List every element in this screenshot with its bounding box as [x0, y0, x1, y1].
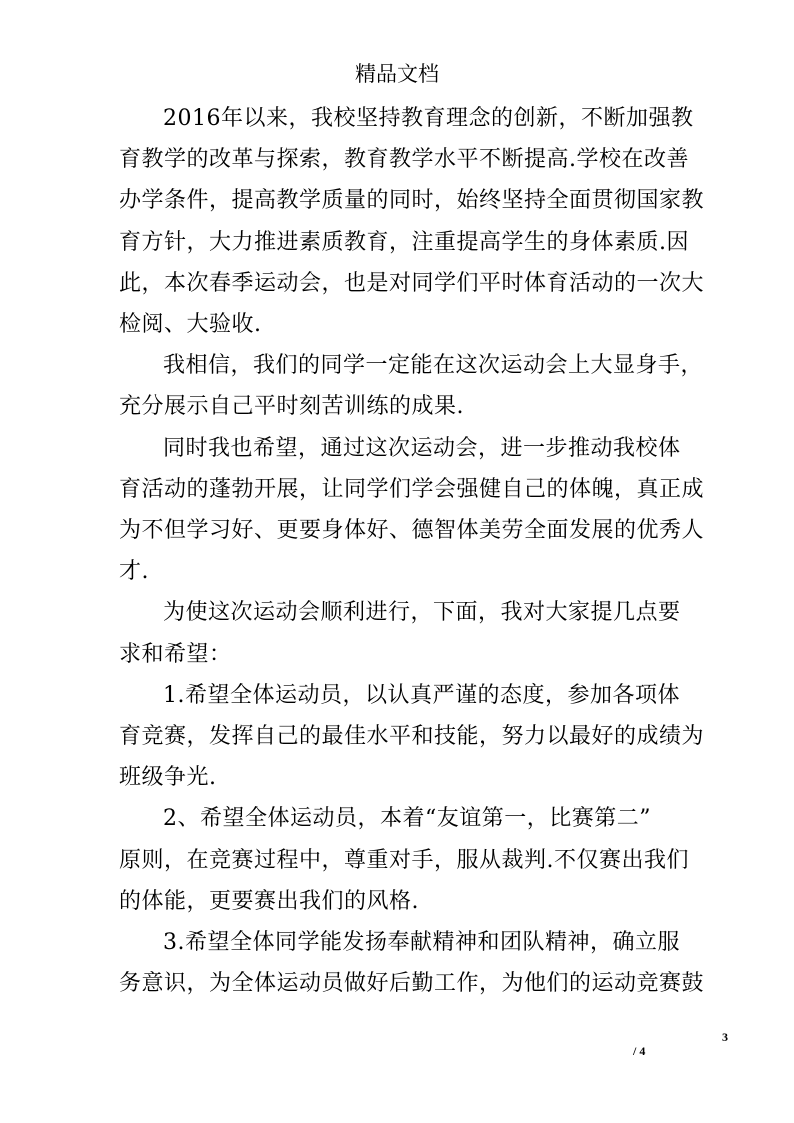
document-body [119, 98, 705, 1004]
text-line: 育教学的改革与探索，教育教学水平不断提高.学校在改善 [119, 147, 689, 173]
page-number: 3 [722, 1030, 728, 1044]
text-line: 2、希望全体运动员，本着“友谊第一，比赛第二” [163, 806, 651, 832]
paragraph-item-1 [119, 675, 705, 799]
document-header-title: 精品文档 [355, 62, 439, 86]
text-line: 2016年以来，我校坚持教育理念的创新，不断加强教 [163, 106, 694, 131]
page-total: / 4 [633, 1044, 646, 1058]
text-line: 育竞赛，发挥自己的最佳水平和技能，努力以最好的成绩为 [119, 724, 705, 750]
paragraph-hope [119, 428, 705, 593]
text-line: 育方针，大力推进素质教育，注重提高学生的身体素质.因 [119, 229, 689, 255]
text-line: 同时我也希望，通过这次运动会，进一步推动我校体 [163, 435, 681, 461]
paragraph-intro [119, 98, 705, 345]
paragraph-requirements-intro [119, 592, 679, 674]
text-line: 1.希望全体运动员，以认真严谨的态度，参加各项体 [163, 682, 680, 708]
paragraph-belief [119, 345, 704, 427]
text-line: 我相信，我们的同学一定能在这次运动会上大显身手， [163, 353, 704, 379]
text-line: 务意识，为全体运动员做好后勤工作，为他们的运动竞赛鼓 [119, 971, 705, 997]
text-line: 育活动的蓬勃开展，让同学们学会强健自己的体魄，真正成 [119, 476, 705, 502]
text-line: 才. [119, 559, 149, 585]
paragraph-item-3 [119, 922, 705, 1004]
text-line: 为不但学习好、更要身体好、德智体美劳全面发展的优秀人 [119, 518, 705, 544]
text-line: 3.希望全体同学能发扬奉献精神和团队精神，确立服 [163, 930, 680, 956]
text-line: 为使这次运动会顺利进行，下面，我对大家提几点要 [163, 600, 681, 626]
text-line: 检阅、大验收. [119, 312, 262, 338]
text-line: 原则，在竞赛过程中，尊重对手，服从裁判.不仅赛出我们 [119, 847, 689, 873]
text-line: 求和希望： [119, 641, 232, 667]
text-line: 办学条件，提高教学质量的同时，始终坚持全面贯彻国家教 [119, 188, 705, 214]
text-line: 班级争光. [119, 765, 217, 791]
text-line: 充分展示自己平时刻苦训练的成果. [119, 394, 464, 420]
text-line: 此，本次春季运动会，也是对同学们平时体育活动的一次大 [119, 270, 705, 296]
paragraph-item-2 [119, 798, 689, 922]
text-line: 的体能，更要赛出我们的风格. [119, 888, 419, 914]
